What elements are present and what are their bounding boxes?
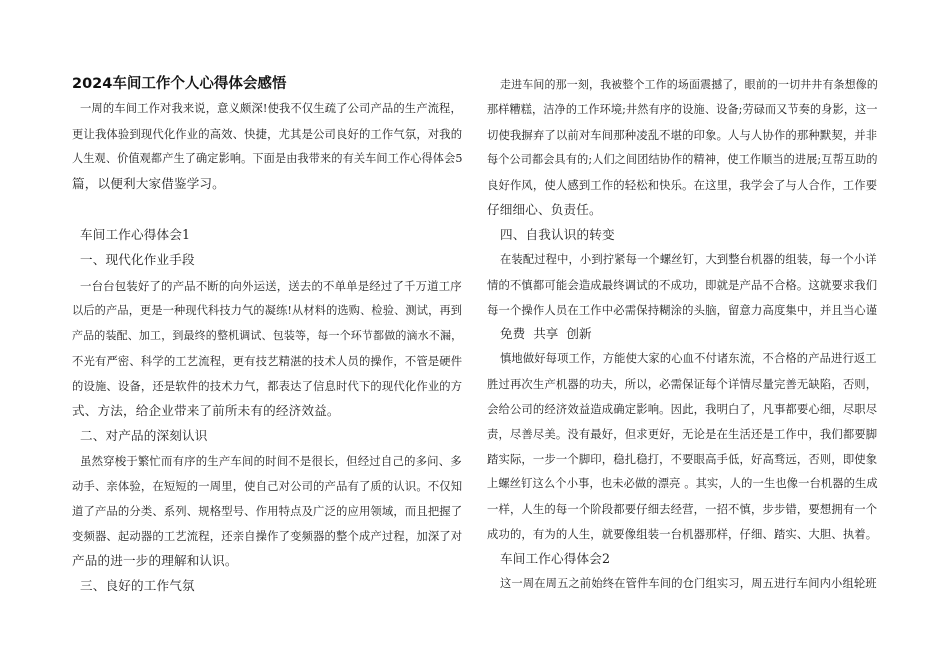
paragraph-line: 道了产品的分类、系列、规格型号、作用特点及广泛的应用领域，而且把握了 — [72, 504, 463, 518]
paragraph-line: 踏实际，一步一个脚印，稳扎稳打，不要眼高手低，好高骛远，否则，即使象 — [487, 452, 878, 466]
paragraph-line: 仔细细心、负责任。 — [487, 202, 602, 217]
paragraph-line: 产品的进一步的理解和认识。 — [72, 553, 238, 568]
paragraph-line: 虽然穿梭于繁忙而有序的生产车间的时间不是很长，但经过自己的多问、多 — [80, 454, 462, 468]
paragraph-line: 会给公司的经济效益造成确定影响。因此，我明白了，凡事都要心细，尽职尽 — [487, 402, 878, 416]
paragraph-line: 这一周在周五之前始终在管件车间的仓门组实习，周五进行车间内小组轮班 — [500, 577, 877, 590]
paragraph-line: 走进车间的那一刻，我被整个工作的场面震撼了，眼前的一切井井有条想像的 — [500, 78, 879, 91]
paragraph-line: 篇，以便利大家借鉴学习。 — [72, 176, 225, 191]
subsection-heading: 一、现代化作业手段 — [80, 252, 195, 267]
subsection-heading: 四、自我认识的转变 — [500, 227, 615, 242]
paragraph-line: 更让我体验到现代化作业的高效、快捷，尤其是公司良好的工作气氛，对我的 — [72, 127, 463, 141]
paragraph-line: 式、方法，给企业带来了前所未有的经济效益。 — [72, 403, 340, 418]
paragraph-line: 慎地做好每项工作，方能使大家的心血不付诸东流，不合格的产品进行返工 — [500, 352, 877, 365]
paragraph-line: 良好作风，使人感到工作的轻松和快乐。在这里，我学会了与人合作，工作要 — [487, 178, 878, 192]
paragraph-line: 不光有严密、科学的工艺流程，更有技艺精湛的技术人员的操作，不管是硬件 — [72, 354, 463, 368]
paragraph-line: 切使我摒弃了以前对车间那种凌乱不堪的印象。人与人协作的那种默契，并非 — [487, 128, 878, 142]
paragraph-line: 产品的装配、加工，到最终的整机调试、包装等，每一个环节都做的滴水不漏， — [72, 329, 463, 342]
paragraph-line: 人生观、价值观都产生了确定影响。下面是由我带来的有关车间工作心得体会5 — [72, 152, 463, 165]
paragraph-line: 成功的，有为的人生，就要像组装一台机器那样，仔细、踏实、大胆、执着。 — [487, 527, 878, 541]
paragraph-line: 在装配过程中，小到拧紧每一个螺丝钉，大到整台机器的组装，每一个小详 — [500, 253, 877, 266]
paragraph-line: 变频器、起动器的工艺流程，还亲自操作了变频器的整个成产过程，加深了对 — [72, 529, 463, 543]
paragraph-line: 上螺丝钉这么个小事，也未必做的漂亮 。其实，人的一生也像一台机器的生成 — [487, 477, 878, 490]
paragraph-line: 一台台包装好了的产品不断的向外运送，送去的不单单是经过了千万道工序 — [80, 279, 462, 293]
paragraph-line: 胜过再次生产机器的功夫，所以，必需保证每个详情尽量完善无缺陷，否则， — [487, 377, 878, 391]
subsection-heading: 二、对产品的深刻认识 — [80, 428, 208, 443]
paragraph-line: 每个公司都会具有的;人们之间团结协作的精神，使工作顺当的进展;互帮互助的 — [487, 153, 878, 166]
paragraph-line: 以后的产品，更是一种现代科技力气的凝练!从材料的选购、检验、测试，再到 — [72, 304, 463, 317]
paragraph-line: 情的不慎都可能会造成最终调试的不成功，即就是产品不合格。这就要求我们 — [487, 278, 878, 292]
section-heading: 车间工作心得体会2 — [500, 551, 611, 566]
section-heading: 车间工作心得体会1 — [80, 227, 191, 242]
watermark-tagline: 免费 共享 创新 — [500, 326, 592, 341]
paragraph-line: 责，尽善尽美。没有最好，但求更好，无论是在生活还是工作中，我们都要脚 — [487, 427, 878, 441]
paragraph-line: 一周的车间工作对我来说，意义颇深!使我不仅生疏了公司产品的生产流程， — [80, 102, 462, 115]
paragraph-line: 每一个操作人员在工作中必需保持糊涂的头脑，留意力高度集中，并且当心谨 — [487, 303, 878, 317]
paragraph-line: 的设施、设备，还是软件的技术力气，都表达了信息时代下的现代化作业的方 — [72, 379, 463, 393]
paragraph-line: 一样，人生的每一个阶段都要仔细去经营，一招不慎，步步错，要想拥有一个 — [487, 502, 878, 516]
document-title: 2024车间工作个人心得体会感悟 — [72, 76, 287, 92]
subsection-heading: 三、良好的工作气氛 — [80, 578, 195, 593]
paragraph-line: 动手、亲体验，在短短的一周里，使自己对公司的产品有了质的认识。不仅知 — [72, 479, 463, 493]
paragraph-line: 那样糟糕，洁净的工作环境;井然有序的设施、设备;劳碌而又节奏的身影，这一 — [487, 103, 878, 116]
